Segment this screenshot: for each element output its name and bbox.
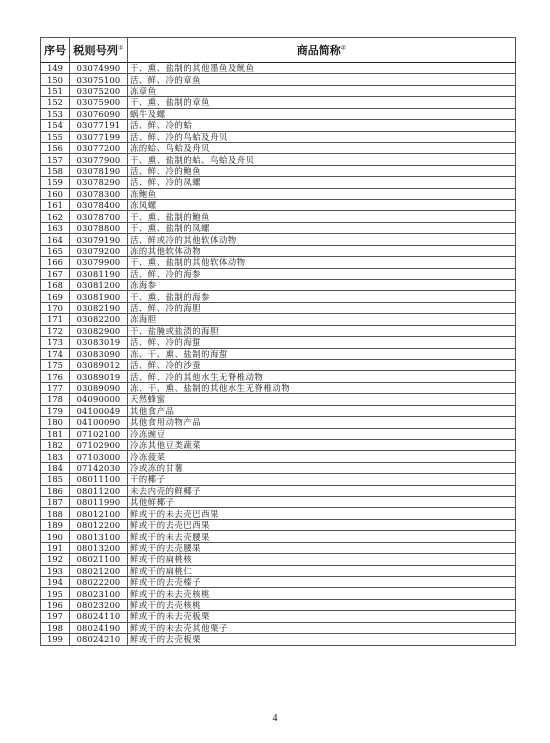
row-number: 188 — [41, 508, 70, 519]
table-row — [41, 222, 516, 233]
table-row — [41, 97, 516, 108]
row-number: 183 — [41, 451, 70, 462]
tariff-code: 08013200 — [70, 542, 128, 553]
table-row — [41, 451, 516, 462]
header-name: 商品简称② — [128, 38, 516, 63]
product-name: 鲜或干的未去壳其他栗子 — [128, 622, 516, 633]
table-row — [41, 634, 516, 645]
row-number: 175 — [41, 359, 70, 370]
table-row — [41, 120, 516, 131]
tariff-code: 08024190 — [70, 622, 128, 633]
table-row — [41, 394, 516, 405]
row-number: 191 — [41, 542, 70, 553]
product-name: 鲜或干的未去壳板栗 — [128, 611, 516, 622]
row-number: 159 — [41, 177, 70, 188]
row-number: 196 — [41, 599, 70, 610]
tariff-code: 03082200 — [70, 314, 128, 325]
product-name: 冷冻菠菜 — [128, 451, 516, 462]
row-number: 162 — [41, 211, 70, 222]
tariff-code: 03078190 — [70, 165, 128, 176]
product-name: 活、鲜、冷的章鱼 — [128, 74, 516, 85]
product-name: 鲜或干的未去壳巴西果 — [128, 508, 516, 519]
header-code: 税则号列① — [70, 38, 128, 63]
tariff-code: 03089090 — [70, 382, 128, 393]
row-number: 178 — [41, 394, 70, 405]
row-number: 168 — [41, 280, 70, 291]
product-name: 活、鲜、冷的海胆 — [128, 302, 516, 313]
row-number: 182 — [41, 439, 70, 450]
table-row — [41, 599, 516, 610]
tariff-code: 03079190 — [70, 234, 128, 245]
tariff-code: 03081190 — [70, 268, 128, 279]
tariff-code: 04090000 — [70, 394, 128, 405]
tariff-code: 08024210 — [70, 634, 128, 645]
table-row — [41, 417, 516, 428]
row-number: 195 — [41, 588, 70, 599]
tariff-code: 08011200 — [70, 485, 128, 496]
table-row — [41, 542, 516, 553]
row-number: 160 — [41, 188, 70, 199]
tariff-code: 03089012 — [70, 359, 128, 370]
table-row — [41, 314, 516, 325]
row-number: 199 — [41, 634, 70, 645]
table-row — [41, 371, 516, 382]
table-row — [41, 74, 516, 85]
tariff-code: 07102900 — [70, 439, 128, 450]
table-row — [41, 245, 516, 256]
table-row — [41, 325, 516, 336]
product-name: 活、鲜、冷的海参 — [128, 268, 516, 279]
tariff-code: 08011100 — [70, 474, 128, 485]
product-name: 冷或冻的甘薯 — [128, 462, 516, 473]
tariff-code: 03083019 — [70, 337, 128, 348]
product-name: 干、熏、盐制的鲍鱼 — [128, 211, 516, 222]
tariff-code: 03076090 — [70, 108, 128, 119]
row-number: 180 — [41, 417, 70, 428]
table-row — [41, 302, 516, 313]
tariff-code: 03075900 — [70, 97, 128, 108]
tariff-code: 08011990 — [70, 497, 128, 508]
product-name: 干、熏、盐制的章鱼 — [128, 97, 516, 108]
table-row — [41, 142, 516, 153]
product-name: 冻、干、熏、盐制的其他水生无脊椎动物 — [128, 382, 516, 393]
table-row — [41, 177, 516, 188]
table-row — [41, 474, 516, 485]
product-name: 其他鲜椰子 — [128, 497, 516, 508]
product-name: 冻、干、熏、盐制的海蜇 — [128, 348, 516, 359]
row-number: 179 — [41, 405, 70, 416]
row-number: 177 — [41, 382, 70, 393]
row-number: 189 — [41, 519, 70, 530]
product-name: 干、熏、盐制的蛤、鸟蛤及舟贝 — [128, 154, 516, 165]
row-number: 170 — [41, 302, 70, 313]
tariff-code: 08012100 — [70, 508, 128, 519]
tariff-code: 04100049 — [70, 405, 128, 416]
product-name: 鲜或干的扁桃仁 — [128, 565, 516, 576]
row-number: 176 — [41, 371, 70, 382]
row-number: 156 — [41, 142, 70, 153]
table-row — [41, 497, 516, 508]
product-name: 蜗牛及螺 — [128, 108, 516, 119]
product-name: 活、鲜、冷的海蜇 — [128, 337, 516, 348]
table-row — [41, 85, 516, 96]
table-row — [41, 63, 516, 74]
tariff-code: 03089019 — [70, 371, 128, 382]
row-number: 173 — [41, 337, 70, 348]
product-name: 干、盐腌或盐渍的海胆 — [128, 325, 516, 336]
tariff-code: 03078700 — [70, 211, 128, 222]
product-name: 鲜或干的去壳核桃 — [128, 599, 516, 610]
tariff-code: 08023100 — [70, 588, 128, 599]
table-row — [41, 565, 516, 576]
footnote-mark: ② — [340, 44, 347, 52]
product-name: 干、熏、盐制的海参 — [128, 291, 516, 302]
table-row — [41, 554, 516, 565]
table-row — [41, 622, 516, 633]
product-name: 鲜或干的去壳腰果 — [128, 542, 516, 553]
table-row — [41, 291, 516, 302]
row-number: 198 — [41, 622, 70, 633]
product-name: 其他食产品 — [128, 405, 516, 416]
table-row — [41, 280, 516, 291]
row-number: 158 — [41, 165, 70, 176]
product-name: 干、熏、盐制的其他墨鱼及鱿鱼 — [128, 63, 516, 74]
product-name: 冻海参 — [128, 280, 516, 291]
table-header-row — [41, 38, 516, 63]
tariff-code: 03078290 — [70, 177, 128, 188]
tariff-code: 04100090 — [70, 417, 128, 428]
table-row — [41, 382, 516, 393]
row-number: 174 — [41, 348, 70, 359]
table-row — [41, 485, 516, 496]
tariff-code: 08021100 — [70, 554, 128, 565]
tariff-code: 03077200 — [70, 142, 128, 153]
table-row — [41, 405, 516, 416]
product-name: 活、鲜、冷的鸟蛤及舟贝 — [128, 131, 516, 142]
row-number: 157 — [41, 154, 70, 165]
table-row — [41, 234, 516, 245]
table-row — [41, 611, 516, 622]
row-number: 151 — [41, 85, 70, 96]
product-name: 冻章鱼 — [128, 85, 516, 96]
tariff-code: 03075100 — [70, 74, 128, 85]
row-number: 167 — [41, 268, 70, 279]
product-name: 鲜或干的去壳榛子 — [128, 576, 516, 587]
product-name: 未去内壳的鲜椰子 — [128, 485, 516, 496]
footnote-mark: ① — [118, 44, 124, 52]
product-name: 鲜或干的未去壳腰果 — [128, 531, 516, 542]
tariff-code: 08013100 — [70, 531, 128, 542]
table-row — [41, 428, 516, 439]
tariff-table — [40, 37, 516, 646]
product-name: 冻海胆 — [128, 314, 516, 325]
table-row — [41, 439, 516, 450]
tariff-code: 08021200 — [70, 565, 128, 576]
header-no: 序号 — [41, 38, 70, 63]
product-name: 鲜或干的去壳板栗 — [128, 634, 516, 645]
tariff-code: 08022200 — [70, 576, 128, 587]
row-number: 152 — [41, 97, 70, 108]
product-name: 活、鲜、冷的沙蚕 — [128, 359, 516, 370]
row-number: 164 — [41, 234, 70, 245]
tariff-code: 03078300 — [70, 188, 128, 199]
tariff-code: 03081200 — [70, 280, 128, 291]
row-number: 169 — [41, 291, 70, 302]
table-row — [41, 519, 516, 530]
tariff-code: 03082900 — [70, 325, 128, 336]
table-row — [41, 588, 516, 599]
row-number: 192 — [41, 554, 70, 565]
row-number: 190 — [41, 531, 70, 542]
table-row — [41, 257, 516, 268]
tariff-code: 08024110 — [70, 611, 128, 622]
table-row — [41, 108, 516, 119]
table-row — [41, 348, 516, 359]
product-name: 天然蜂蜜 — [128, 394, 516, 405]
tariff-code: 03074990 — [70, 63, 128, 74]
product-name: 鲜或干的去壳巴西果 — [128, 519, 516, 530]
row-number: 197 — [41, 611, 70, 622]
tariff-code: 03077199 — [70, 131, 128, 142]
tariff-code: 03075200 — [70, 85, 128, 96]
table-row — [41, 359, 516, 370]
product-name: 活、鲜、冷的其他水生无脊椎动物 — [128, 371, 516, 382]
row-number: 165 — [41, 245, 70, 256]
row-number: 155 — [41, 131, 70, 142]
tariff-code: 03078800 — [70, 222, 128, 233]
row-number: 172 — [41, 325, 70, 336]
product-name: 鲜或干的扁桃核 — [128, 554, 516, 565]
table-row — [41, 268, 516, 279]
row-number: 153 — [41, 108, 70, 119]
product-name: 活、鲜、冷的蛤 — [128, 120, 516, 131]
table-row — [41, 337, 516, 348]
tariff-code: 03083090 — [70, 348, 128, 359]
product-name: 冷冻豌豆 — [128, 428, 516, 439]
product-name: 冻凤螺 — [128, 200, 516, 211]
row-number: 163 — [41, 222, 70, 233]
product-name: 鲜或干的未去壳核桃 — [128, 588, 516, 599]
row-number: 193 — [41, 565, 70, 576]
tariff-code: 03082190 — [70, 302, 128, 313]
table-row — [41, 154, 516, 165]
tariff-code: 03079200 — [70, 245, 128, 256]
row-number: 161 — [41, 200, 70, 211]
page-number: 4 — [272, 713, 278, 724]
row-number: 181 — [41, 428, 70, 439]
table-row — [41, 188, 516, 199]
product-name: 冻鲍鱼 — [128, 188, 516, 199]
tariff-code: 03077900 — [70, 154, 128, 165]
product-name: 干、熏、盐制的其他软体动物 — [128, 257, 516, 268]
row-number: 171 — [41, 314, 70, 325]
row-number: 187 — [41, 497, 70, 508]
table-row — [41, 508, 516, 519]
row-number: 184 — [41, 462, 70, 473]
row-number: 194 — [41, 576, 70, 587]
product-name: 活、鲜、冷的凤螺 — [128, 177, 516, 188]
tariff-code: 03079900 — [70, 257, 128, 268]
product-name: 冻的其他软体动物 — [128, 245, 516, 256]
table-row — [41, 131, 516, 142]
table-row — [41, 200, 516, 211]
product-name: 冷冻其他豆类蔬菜 — [128, 439, 516, 450]
product-name: 活、鲜或冷的其他软体动物 — [128, 234, 516, 245]
product-name: 干、熏、盐制的凤螺 — [128, 222, 516, 233]
tariff-code: 07102100 — [70, 428, 128, 439]
row-number: 186 — [41, 485, 70, 496]
tariff-code: 07103000 — [70, 451, 128, 462]
row-number: 150 — [41, 74, 70, 85]
table-row — [41, 531, 516, 542]
product-name: 其他食用动物产品 — [128, 417, 516, 428]
tariff-code: 07142030 — [70, 462, 128, 473]
product-name: 活、鲜、冷的鲍鱼 — [128, 165, 516, 176]
tariff-code: 03078400 — [70, 200, 128, 211]
tariff-code: 08012200 — [70, 519, 128, 530]
row-number: 154 — [41, 120, 70, 131]
table-row — [41, 462, 516, 473]
row-number: 185 — [41, 474, 70, 485]
tariff-code: 03077191 — [70, 120, 128, 131]
product-name: 冻的蛤、鸟蛤及舟贝 — [128, 142, 516, 153]
row-number: 149 — [41, 63, 70, 74]
tariff-code: 03081900 — [70, 291, 128, 302]
row-number: 166 — [41, 257, 70, 268]
table-row — [41, 165, 516, 176]
table-row — [41, 211, 516, 222]
table-row — [41, 576, 516, 587]
product-name: 干的椰子 — [128, 474, 516, 485]
tariff-code: 08023200 — [70, 599, 128, 610]
